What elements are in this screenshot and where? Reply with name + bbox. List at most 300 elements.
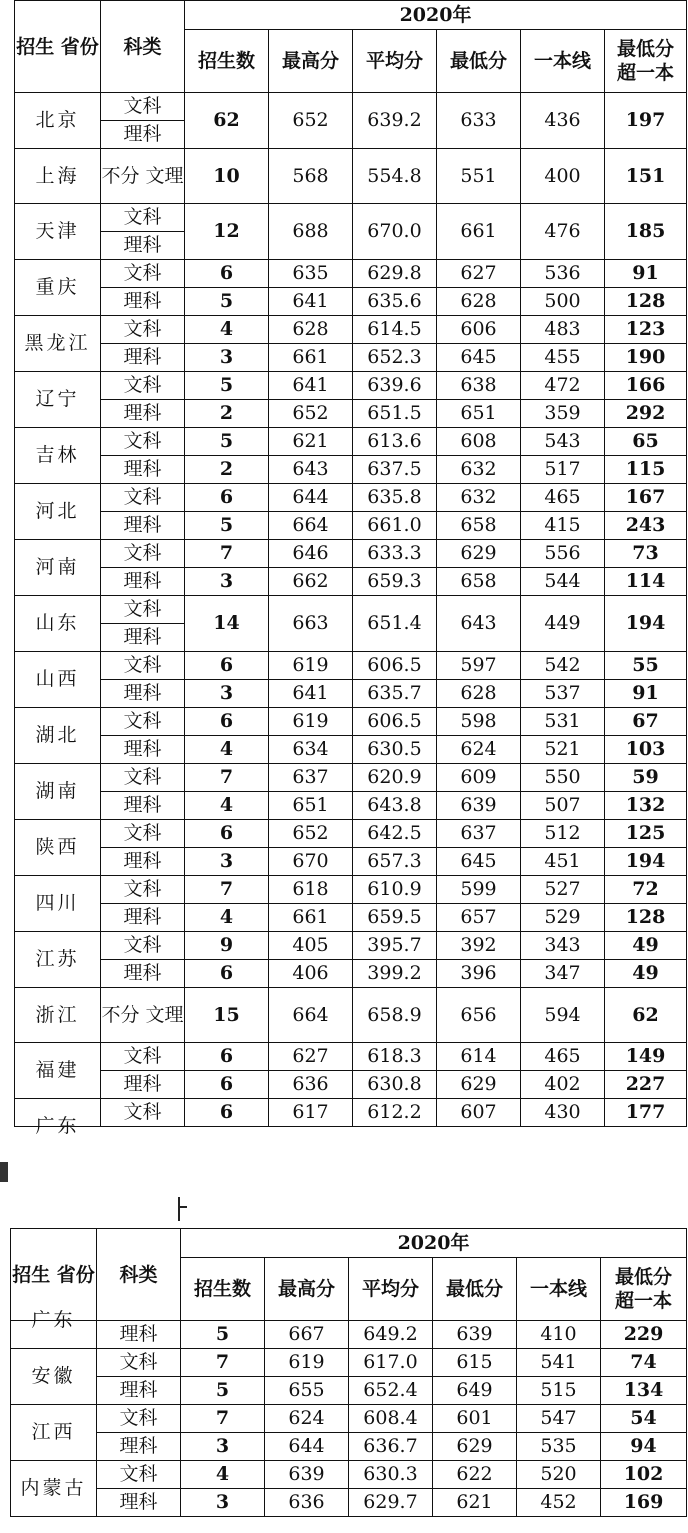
type-cell: 理科 — [101, 512, 185, 540]
admission-score-table — [14, 0, 687, 1137]
value-cell: 521 — [521, 736, 605, 764]
type-cell: 文科 — [101, 876, 185, 904]
header-type: 科类 — [97, 1229, 181, 1321]
table-row — [15, 456, 687, 484]
header-column: 平均分 — [349, 1258, 433, 1321]
province-label: 浙江 — [35, 1003, 80, 1026]
value-cell: 635 — [269, 260, 353, 288]
value-cell: 628 — [269, 316, 353, 344]
type-cell: 文科 — [101, 652, 185, 680]
value-cell: 639 — [433, 1321, 517, 1349]
type-cell: 理科 — [101, 344, 185, 372]
header-column: 最低分 超一本 — [605, 30, 687, 93]
type-cell: 文科 — [101, 372, 185, 400]
type-cell: 文科 — [97, 1349, 181, 1377]
value-cell: 663 — [269, 596, 353, 652]
value-cell: 54 — [601, 1405, 687, 1433]
value-cell: 652 — [269, 400, 353, 428]
value-cell: 4 — [181, 1461, 265, 1489]
value-cell: 5 — [185, 428, 269, 456]
value-cell: 6 — [185, 820, 269, 848]
value-cell: 659.3 — [353, 568, 437, 596]
province-cell — [15, 316, 101, 372]
province-cell — [15, 260, 101, 316]
value-cell: 651 — [269, 792, 353, 820]
table-row — [15, 932, 687, 960]
value-cell: 6 — [185, 1099, 269, 1127]
value-cell: 177 — [605, 1099, 687, 1127]
value-cell: 601 — [433, 1405, 517, 1433]
value-cell: 670 — [269, 848, 353, 876]
value-cell: 639.6 — [353, 372, 437, 400]
value-cell: 633.3 — [353, 540, 437, 568]
province-cell — [15, 1099, 101, 1137]
table-row — [15, 708, 687, 736]
value-cell: 149 — [605, 1043, 687, 1071]
value-cell: 547 — [517, 1405, 601, 1433]
value-cell: 617 — [269, 1099, 353, 1127]
value-cell: 608 — [437, 428, 521, 456]
value-cell: 2 — [185, 400, 269, 428]
value-cell: 65 — [605, 428, 687, 456]
value-cell: 5 — [185, 288, 269, 316]
value-cell: 606 — [437, 316, 521, 344]
value-cell: 515 — [517, 1377, 601, 1405]
province-cell — [15, 988, 101, 1043]
value-cell: 194 — [605, 848, 687, 876]
header-row-year — [15, 1, 687, 30]
value-cell: 6 — [185, 708, 269, 736]
value-cell: 125 — [605, 820, 687, 848]
table-row — [15, 792, 687, 820]
value-cell: 656 — [437, 988, 521, 1043]
value-cell: 658.9 — [353, 988, 437, 1043]
type-cell: 理科 — [97, 1489, 181, 1517]
value-cell: 624 — [437, 736, 521, 764]
score-table-page-2 — [10, 1228, 686, 1519]
value-cell: 621 — [269, 428, 353, 456]
type-cell: 文科 — [101, 932, 185, 960]
type-cell: 文科 — [101, 204, 185, 232]
value-cell: 599 — [437, 876, 521, 904]
value-cell: 229 — [601, 1321, 687, 1349]
value-cell: 639 — [265, 1461, 349, 1489]
province-cell — [15, 652, 101, 708]
value-cell: 4 — [185, 792, 269, 820]
value-cell: 606.5 — [353, 652, 437, 680]
type-cell: 理科 — [101, 680, 185, 708]
score-table-page-1 — [14, 0, 686, 1140]
value-cell: 667 — [265, 1321, 349, 1349]
value-cell: 643 — [437, 596, 521, 652]
table-row — [15, 680, 687, 708]
province-label: 重庆 — [35, 276, 80, 298]
value-cell: 632 — [437, 456, 521, 484]
value-cell: 415 — [521, 512, 605, 540]
type-cell: 理科 — [101, 1071, 185, 1099]
value-cell: 657 — [437, 904, 521, 932]
value-cell: 15 — [185, 988, 269, 1043]
province-cell — [15, 708, 101, 764]
value-cell: 67 — [605, 708, 687, 736]
value-cell: 6 — [185, 484, 269, 512]
value-cell: 3 — [185, 680, 269, 708]
header-column: 最低分 — [437, 30, 521, 93]
value-cell: 637 — [437, 820, 521, 848]
value-cell: 661 — [437, 204, 521, 260]
type-cell: 文科 — [97, 1405, 181, 1433]
value-cell: 638 — [437, 372, 521, 400]
value-cell: 645 — [437, 344, 521, 372]
type-cell: 理科 — [97, 1377, 181, 1405]
province-cell — [15, 428, 101, 484]
province-label: 吉林 — [35, 444, 80, 466]
value-cell: 630.5 — [353, 736, 437, 764]
value-cell: 619 — [265, 1349, 349, 1377]
province-cell — [15, 932, 101, 988]
value-cell: 91 — [605, 680, 687, 708]
value-cell: 452 — [517, 1489, 601, 1517]
value-cell: 658 — [437, 568, 521, 596]
table-row — [15, 344, 687, 372]
value-cell: 658 — [437, 512, 521, 540]
value-cell: 455 — [521, 344, 605, 372]
value-cell: 664 — [269, 512, 353, 540]
table-row — [15, 820, 687, 848]
value-cell: 537 — [521, 680, 605, 708]
value-cell: 651 — [437, 400, 521, 428]
value-cell: 430 — [521, 1099, 605, 1127]
value-cell: 343 — [521, 932, 605, 960]
value-cell: 512 — [521, 820, 605, 848]
value-cell: 655 — [265, 1377, 349, 1405]
value-cell: 123 — [605, 316, 687, 344]
value-cell: 635.8 — [353, 484, 437, 512]
province-label: 四川 — [35, 892, 80, 914]
value-cell: 649 — [433, 1377, 517, 1405]
value-cell: 627 — [437, 260, 521, 288]
type-cell: 文科 — [101, 820, 185, 848]
table-row — [15, 876, 687, 904]
value-cell: 662 — [269, 568, 353, 596]
table-row — [15, 260, 687, 288]
value-cell: 7 — [185, 876, 269, 904]
value-cell: 396 — [437, 960, 521, 988]
table-row — [15, 512, 687, 540]
value-cell: 635.6 — [353, 288, 437, 316]
value-cell: 185 — [605, 204, 687, 260]
value-cell: 636 — [269, 1071, 353, 1099]
header-year: 2020年 — [185, 1, 687, 30]
value-cell: 49 — [605, 932, 687, 960]
value-cell: 629 — [433, 1433, 517, 1461]
value-cell: 637.5 — [353, 456, 437, 484]
province-label: 湖南 — [35, 780, 80, 802]
table-row — [15, 400, 687, 428]
value-cell: 500 — [521, 288, 605, 316]
table-row — [15, 764, 687, 792]
value-cell: 406 — [269, 960, 353, 988]
value-cell: 617.0 — [349, 1349, 433, 1377]
province-label: 湖北 — [35, 724, 80, 746]
value-cell: 633 — [437, 93, 521, 149]
province-label: 山东 — [35, 612, 80, 634]
header-year: 2020年 — [181, 1229, 687, 1258]
table-row — [15, 204, 687, 232]
value-cell: 622 — [433, 1461, 517, 1489]
value-cell: 629 — [437, 1071, 521, 1099]
value-cell: 476 — [521, 204, 605, 260]
header-province: 招生 省份 — [11, 1229, 97, 1321]
value-cell: 9 — [185, 932, 269, 960]
type-cell: 文科 — [101, 1043, 185, 1071]
value-cell: 620.9 — [353, 764, 437, 792]
value-cell: 615 — [433, 1349, 517, 1377]
value-cell: 49 — [605, 960, 687, 988]
value-cell: 542 — [521, 652, 605, 680]
value-cell: 115 — [605, 456, 687, 484]
type-cell: 理科 — [101, 456, 185, 484]
value-cell: 227 — [605, 1071, 687, 1099]
value-cell: 635.7 — [353, 680, 437, 708]
province-cell — [15, 149, 101, 204]
value-cell: 624 — [265, 1405, 349, 1433]
province-cell — [15, 764, 101, 820]
type-cell: 理科 — [101, 568, 185, 596]
value-cell: 688 — [269, 204, 353, 260]
type-cell: 不分 文理 — [101, 149, 185, 204]
value-cell: 618.3 — [353, 1043, 437, 1071]
value-cell: 659.5 — [353, 904, 437, 932]
value-cell: 639.2 — [353, 93, 437, 149]
table-row — [15, 428, 687, 456]
province-cell — [15, 876, 101, 932]
header-column: 最高分 — [265, 1258, 349, 1321]
value-cell: 629 — [437, 540, 521, 568]
value-cell: 190 — [605, 344, 687, 372]
value-cell: 614.5 — [353, 316, 437, 344]
value-cell: 621 — [433, 1489, 517, 1517]
table-row — [15, 848, 687, 876]
type-cell: 文科 — [101, 484, 185, 512]
province-label: 江苏 — [35, 948, 80, 970]
value-cell: 614 — [437, 1043, 521, 1071]
province-cell — [15, 204, 101, 260]
value-cell: 4 — [185, 736, 269, 764]
table-row — [11, 1433, 687, 1461]
value-cell: 449 — [521, 596, 605, 652]
province-cell — [11, 1349, 97, 1405]
value-cell: 128 — [605, 904, 687, 932]
table-row — [15, 596, 687, 624]
value-cell: 3 — [185, 344, 269, 372]
province-cell — [15, 596, 101, 652]
value-cell: 7 — [185, 540, 269, 568]
table-row — [15, 288, 687, 316]
province-label: 天津 — [35, 220, 80, 242]
value-cell: 551 — [437, 149, 521, 204]
value-cell: 399.2 — [353, 960, 437, 988]
value-cell: 535 — [517, 1433, 601, 1461]
value-cell: 517 — [521, 456, 605, 484]
value-cell: 639 — [437, 792, 521, 820]
value-cell: 536 — [521, 260, 605, 288]
province-label: 广东 — [31, 1309, 76, 1331]
table-row — [15, 484, 687, 512]
province-cell — [11, 1461, 97, 1517]
value-cell: 664 — [269, 988, 353, 1043]
value-cell: 609 — [437, 764, 521, 792]
value-cell: 14 — [185, 596, 269, 652]
table-row — [11, 1489, 687, 1517]
value-cell: 103 — [605, 736, 687, 764]
table-row — [11, 1405, 687, 1433]
value-cell: 657.3 — [353, 848, 437, 876]
value-cell: 531 — [521, 708, 605, 736]
type-cell: 理科 — [101, 792, 185, 820]
header-column: 最低分 — [433, 1258, 517, 1321]
value-cell: 651.5 — [353, 400, 437, 428]
value-cell: 641 — [269, 680, 353, 708]
value-cell: 6 — [185, 652, 269, 680]
value-cell: 55 — [605, 652, 687, 680]
value-cell: 637 — [269, 764, 353, 792]
value-cell: 347 — [521, 960, 605, 988]
value-cell: 554.8 — [353, 149, 437, 204]
value-cell: 436 — [521, 93, 605, 149]
value-cell: 652 — [269, 820, 353, 848]
value-cell: 661.0 — [353, 512, 437, 540]
value-cell: 541 — [517, 1349, 601, 1377]
value-cell: 472 — [521, 372, 605, 400]
value-cell: 3 — [185, 568, 269, 596]
value-cell: 10 — [185, 149, 269, 204]
value-cell: 652 — [269, 93, 353, 149]
value-cell: 630.8 — [353, 1071, 437, 1099]
type-cell: 文科 — [101, 540, 185, 568]
value-cell: 630.3 — [349, 1461, 433, 1489]
value-cell: 632 — [437, 484, 521, 512]
value-cell: 3 — [185, 848, 269, 876]
value-cell: 483 — [521, 316, 605, 344]
value-cell: 128 — [605, 288, 687, 316]
value-cell: 132 — [605, 792, 687, 820]
province-cell — [15, 1043, 101, 1099]
table-row — [15, 93, 687, 121]
value-cell: 2 — [185, 456, 269, 484]
table-row — [11, 1321, 687, 1349]
value-cell: 594 — [521, 988, 605, 1043]
province-label: 河北 — [35, 500, 80, 522]
value-cell: 652.3 — [353, 344, 437, 372]
province-cell — [15, 93, 101, 149]
value-cell: 243 — [605, 512, 687, 540]
value-cell: 661 — [269, 904, 353, 932]
value-cell: 12 — [185, 204, 269, 260]
type-cell: 理科 — [101, 121, 185, 149]
value-cell: 568 — [269, 149, 353, 204]
value-cell: 629.7 — [349, 1489, 433, 1517]
header-type: 科类 — [101, 1, 185, 93]
header-province: 招生 省份 — [15, 1, 101, 93]
value-cell: 507 — [521, 792, 605, 820]
province-label: 上海 — [35, 164, 80, 187]
value-cell: 5 — [185, 372, 269, 400]
value-cell: 520 — [517, 1461, 601, 1489]
value-cell: 94 — [601, 1433, 687, 1461]
value-cell: 649.2 — [349, 1321, 433, 1349]
table-row — [15, 736, 687, 764]
value-cell: 7 — [181, 1349, 265, 1377]
value-cell: 359 — [521, 400, 605, 428]
province-label: 福建 — [35, 1059, 80, 1081]
value-cell: 643 — [269, 456, 353, 484]
table-row — [11, 1349, 687, 1377]
header-column: 最高分 — [269, 30, 353, 93]
value-cell: 6 — [185, 1071, 269, 1099]
text-cursor-icon — [178, 1197, 188, 1223]
value-cell: 670.0 — [353, 204, 437, 260]
value-cell: 642.5 — [353, 820, 437, 848]
value-cell: 74 — [601, 1349, 687, 1377]
type-cell: 理科 — [101, 848, 185, 876]
type-cell: 理科 — [101, 400, 185, 428]
header-row-year — [11, 1229, 687, 1258]
page-break-marker — [0, 1162, 8, 1182]
value-cell: 4 — [185, 904, 269, 932]
province-label: 广东 — [35, 1115, 80, 1137]
value-cell: 619 — [269, 708, 353, 736]
value-cell: 644 — [265, 1433, 349, 1461]
value-cell: 613.6 — [353, 428, 437, 456]
header-column: 最低分 超一本 — [601, 1258, 687, 1321]
value-cell: 608.4 — [349, 1405, 433, 1433]
value-cell: 6 — [185, 1043, 269, 1071]
value-cell: 652.4 — [349, 1377, 433, 1405]
value-cell: 618 — [269, 876, 353, 904]
value-cell: 72 — [605, 876, 687, 904]
table-row — [11, 1461, 687, 1489]
table-row — [11, 1377, 687, 1405]
type-cell: 理科 — [97, 1321, 181, 1349]
province-label: 江西 — [31, 1421, 76, 1443]
value-cell: 612.2 — [353, 1099, 437, 1127]
table-row — [15, 988, 687, 1043]
value-cell: 550 — [521, 764, 605, 792]
value-cell: 405 — [269, 932, 353, 960]
type-cell: 文科 — [101, 1099, 185, 1127]
table-row — [15, 149, 687, 204]
value-cell: 634 — [269, 736, 353, 764]
header-column: 平均分 — [353, 30, 437, 93]
value-cell: 607 — [437, 1099, 521, 1127]
value-cell: 629.8 — [353, 260, 437, 288]
value-cell: 6 — [185, 960, 269, 988]
table-row — [15, 960, 687, 988]
value-cell: 5 — [181, 1377, 265, 1405]
type-cell: 理科 — [101, 232, 185, 260]
province-label: 河南 — [35, 556, 80, 578]
table-row — [15, 904, 687, 932]
value-cell: 641 — [269, 372, 353, 400]
type-cell: 文科 — [101, 316, 185, 344]
value-cell: 628 — [437, 680, 521, 708]
province-cell — [15, 820, 101, 876]
value-cell: 59 — [605, 764, 687, 792]
province-cell — [15, 540, 101, 596]
value-cell: 7 — [181, 1405, 265, 1433]
value-cell: 527 — [521, 876, 605, 904]
